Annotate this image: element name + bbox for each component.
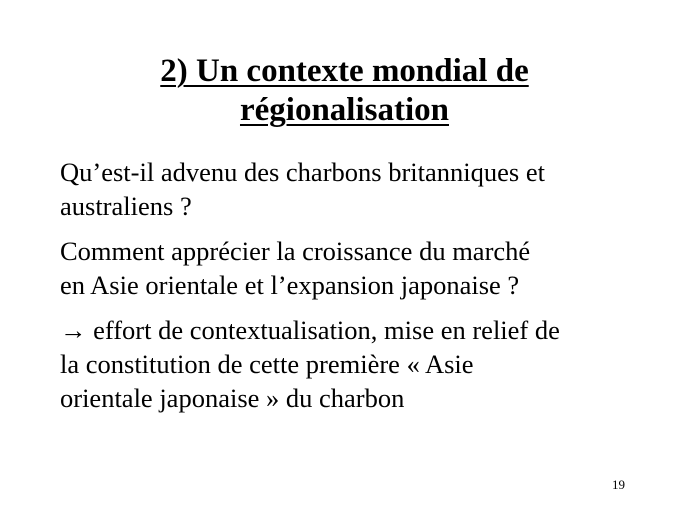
slide-body [60, 155, 660, 426]
paragraph-line: la constitution de cette première « Asie [60, 349, 474, 379]
paragraph-line: Comment apprécier la croissance du marché [60, 236, 531, 266]
paragraph-line: en Asie orientale et l’expansion japonaise ? [60, 270, 520, 300]
paragraph-contextualisation [60, 313, 660, 415]
paragraph-line: → effort de contextualisation, mise en relief de [60, 315, 560, 345]
slide-title-line-2: régionalisation [239, 92, 449, 128]
slide-title [40, 52, 649, 130]
page-number: 19 [612, 477, 625, 492]
paragraph-question-charbons [60, 155, 660, 223]
slide-title-line-1: 2) Un contexte mondial de [160, 53, 529, 89]
paragraph-line: Qu’est-il advenu des charbons britanniques et [60, 157, 545, 187]
paragraph-line: orientale japonaise » du charbon [60, 383, 405, 413]
paragraph-line: australiens ? [60, 191, 192, 221]
paragraph-question-marche [60, 234, 660, 302]
